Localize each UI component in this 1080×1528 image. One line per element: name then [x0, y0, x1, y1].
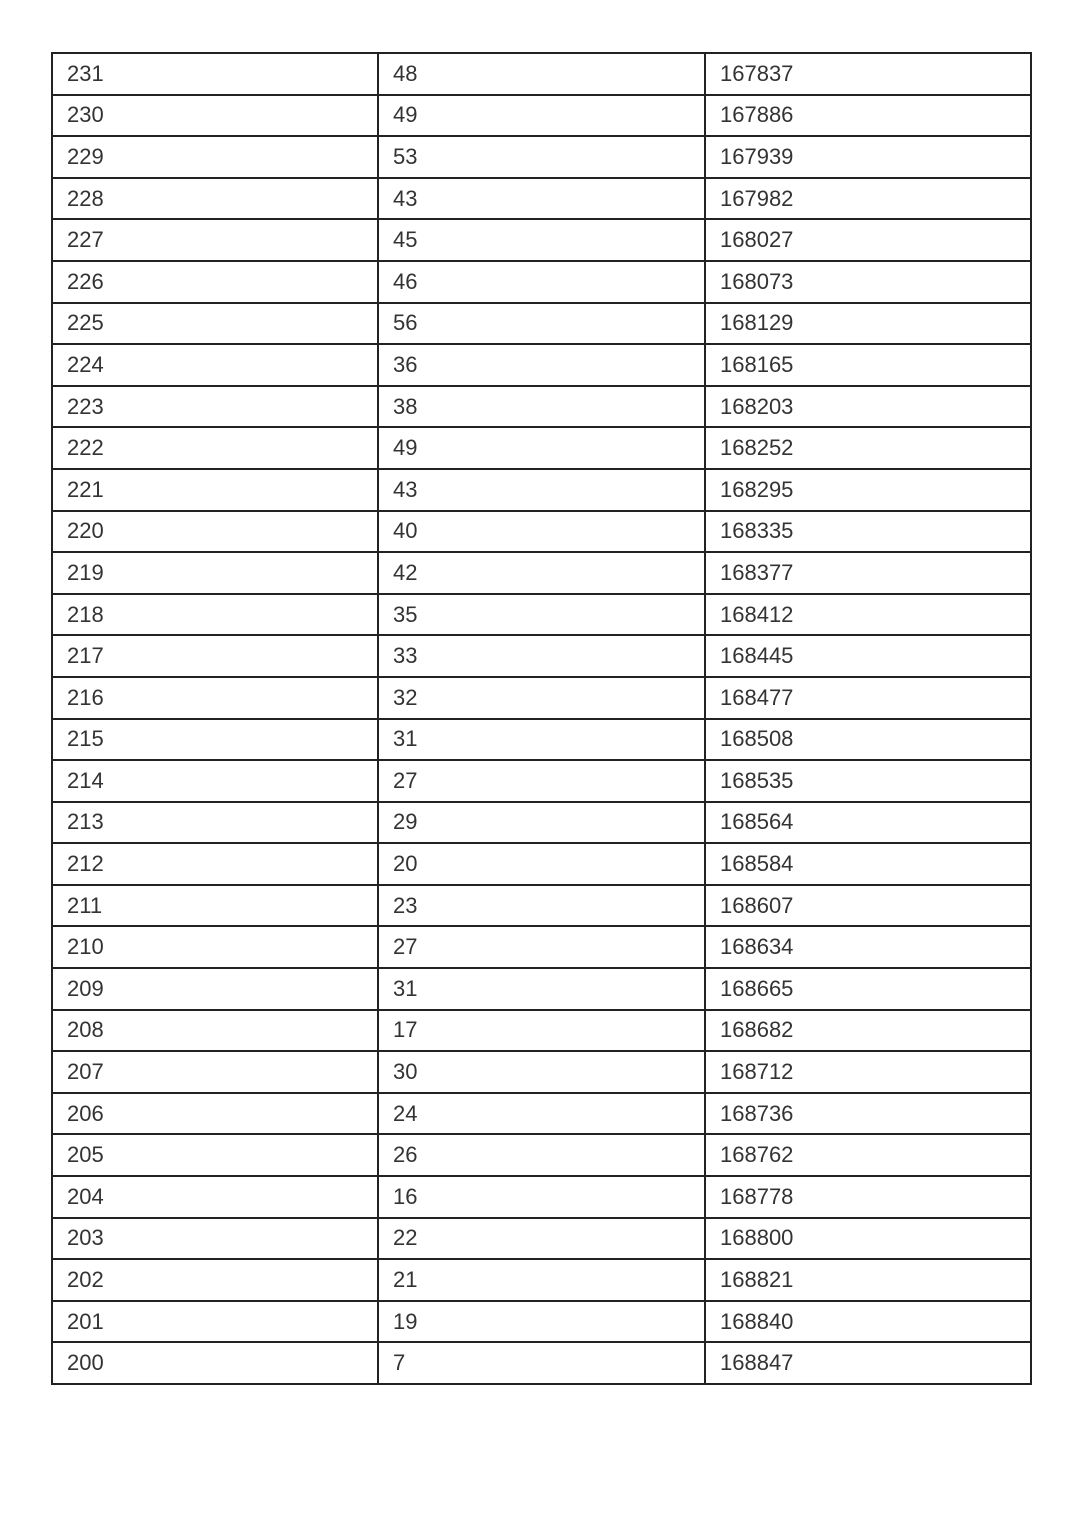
table-row: [52, 1342, 1031, 1384]
score-cell: 212: [52, 843, 378, 885]
count-cell: 27: [378, 760, 705, 802]
score-cell: 206: [52, 1093, 378, 1135]
cumulative-cell: 168252: [705, 427, 1031, 469]
score-table: [51, 52, 1032, 1385]
cumulative-cell: 168203: [705, 386, 1031, 428]
count-cell: 42: [378, 552, 705, 594]
cumulative-cell: 168762: [705, 1134, 1031, 1176]
cumulative-cell: 168165: [705, 344, 1031, 386]
count-cell: 48: [378, 53, 705, 95]
score-table-body: [52, 53, 1031, 1384]
count-cell: 7: [378, 1342, 705, 1384]
table-row: [52, 926, 1031, 968]
cumulative-cell: 167982: [705, 178, 1031, 220]
score-cell: 209: [52, 968, 378, 1010]
cumulative-cell: 167886: [705, 95, 1031, 137]
cumulative-cell: 168335: [705, 511, 1031, 553]
table-row: [52, 386, 1031, 428]
cumulative-cell: 167837: [705, 53, 1031, 95]
cumulative-cell: 168712: [705, 1051, 1031, 1093]
table-row: [52, 261, 1031, 303]
count-cell: 19: [378, 1301, 705, 1343]
score-cell: 223: [52, 386, 378, 428]
table-row: [52, 1259, 1031, 1301]
score-table-container: [51, 52, 1030, 1385]
table-row: [52, 136, 1031, 178]
table-row: [52, 219, 1031, 261]
count-cell: 23: [378, 885, 705, 927]
count-cell: 31: [378, 968, 705, 1010]
table-row: [52, 178, 1031, 220]
score-cell: 213: [52, 802, 378, 844]
count-cell: 40: [378, 511, 705, 553]
count-cell: 53: [378, 136, 705, 178]
score-cell: 215: [52, 719, 378, 761]
table-row: [52, 677, 1031, 719]
cumulative-cell: 168847: [705, 1342, 1031, 1384]
score-cell: 230: [52, 95, 378, 137]
count-cell: 22: [378, 1218, 705, 1260]
count-cell: 29: [378, 802, 705, 844]
table-row: [52, 1051, 1031, 1093]
score-cell: 205: [52, 1134, 378, 1176]
table-row: [52, 968, 1031, 1010]
cumulative-cell: 168535: [705, 760, 1031, 802]
count-cell: 36: [378, 344, 705, 386]
cumulative-cell: 168377: [705, 552, 1031, 594]
score-cell: 222: [52, 427, 378, 469]
cumulative-cell: 168736: [705, 1093, 1031, 1135]
score-cell: 202: [52, 1259, 378, 1301]
count-cell: 17: [378, 1010, 705, 1052]
table-row: [52, 1093, 1031, 1135]
table-row: [52, 53, 1031, 95]
cumulative-cell: 168682: [705, 1010, 1031, 1052]
cumulative-cell: 168778: [705, 1176, 1031, 1218]
score-cell: 200: [52, 1342, 378, 1384]
table-row: [52, 1010, 1031, 1052]
score-cell: 225: [52, 303, 378, 345]
count-cell: 24: [378, 1093, 705, 1135]
score-cell: 224: [52, 344, 378, 386]
cumulative-cell: 168584: [705, 843, 1031, 885]
table-row: [52, 1176, 1031, 1218]
score-cell: 203: [52, 1218, 378, 1260]
cumulative-cell: 167939: [705, 136, 1031, 178]
score-cell: 220: [52, 511, 378, 553]
table-row: [52, 427, 1031, 469]
cumulative-cell: 168295: [705, 469, 1031, 511]
count-cell: 33: [378, 635, 705, 677]
score-cell: 229: [52, 136, 378, 178]
count-cell: 26: [378, 1134, 705, 1176]
table-row: [52, 1134, 1031, 1176]
count-cell: 31: [378, 719, 705, 761]
score-cell: 216: [52, 677, 378, 719]
table-row: [52, 760, 1031, 802]
table-row: [52, 719, 1031, 761]
count-cell: 56: [378, 303, 705, 345]
cumulative-cell: 168821: [705, 1259, 1031, 1301]
table-row: [52, 469, 1031, 511]
count-cell: 30: [378, 1051, 705, 1093]
count-cell: 32: [378, 677, 705, 719]
count-cell: 49: [378, 95, 705, 137]
count-cell: 27: [378, 926, 705, 968]
cumulative-cell: 168445: [705, 635, 1031, 677]
count-cell: 38: [378, 386, 705, 428]
score-cell: 214: [52, 760, 378, 802]
cumulative-cell: 168412: [705, 594, 1031, 636]
table-row: [52, 552, 1031, 594]
score-cell: 204: [52, 1176, 378, 1218]
cumulative-cell: 168840: [705, 1301, 1031, 1343]
table-row: [52, 843, 1031, 885]
cumulative-cell: 168027: [705, 219, 1031, 261]
score-cell: 211: [52, 885, 378, 927]
cumulative-cell: 168634: [705, 926, 1031, 968]
count-cell: 35: [378, 594, 705, 636]
cumulative-cell: 168564: [705, 802, 1031, 844]
score-cell: 218: [52, 594, 378, 636]
count-cell: 43: [378, 469, 705, 511]
table-row: [52, 95, 1031, 137]
score-cell: 201: [52, 1301, 378, 1343]
table-row: [52, 511, 1031, 553]
score-cell: 227: [52, 219, 378, 261]
count-cell: 43: [378, 178, 705, 220]
score-cell: 231: [52, 53, 378, 95]
table-row: [52, 802, 1031, 844]
count-cell: 49: [378, 427, 705, 469]
table-row: [52, 1218, 1031, 1260]
score-cell: 207: [52, 1051, 378, 1093]
cumulative-cell: 168607: [705, 885, 1031, 927]
count-cell: 20: [378, 843, 705, 885]
table-row: [52, 303, 1031, 345]
score-cell: 210: [52, 926, 378, 968]
cumulative-cell: 168073: [705, 261, 1031, 303]
cumulative-cell: 168129: [705, 303, 1031, 345]
count-cell: 46: [378, 261, 705, 303]
table-row: [52, 1301, 1031, 1343]
table-row: [52, 344, 1031, 386]
score-cell: 219: [52, 552, 378, 594]
table-row: [52, 885, 1031, 927]
count-cell: 16: [378, 1176, 705, 1218]
count-cell: 45: [378, 219, 705, 261]
cumulative-cell: 168508: [705, 719, 1031, 761]
cumulative-cell: 168665: [705, 968, 1031, 1010]
score-cell: 217: [52, 635, 378, 677]
cumulative-cell: 168477: [705, 677, 1031, 719]
table-row: [52, 635, 1031, 677]
cumulative-cell: 168800: [705, 1218, 1031, 1260]
score-cell: 208: [52, 1010, 378, 1052]
score-cell: 226: [52, 261, 378, 303]
score-cell: 228: [52, 178, 378, 220]
score-cell: 221: [52, 469, 378, 511]
table-row: [52, 594, 1031, 636]
count-cell: 21: [378, 1259, 705, 1301]
